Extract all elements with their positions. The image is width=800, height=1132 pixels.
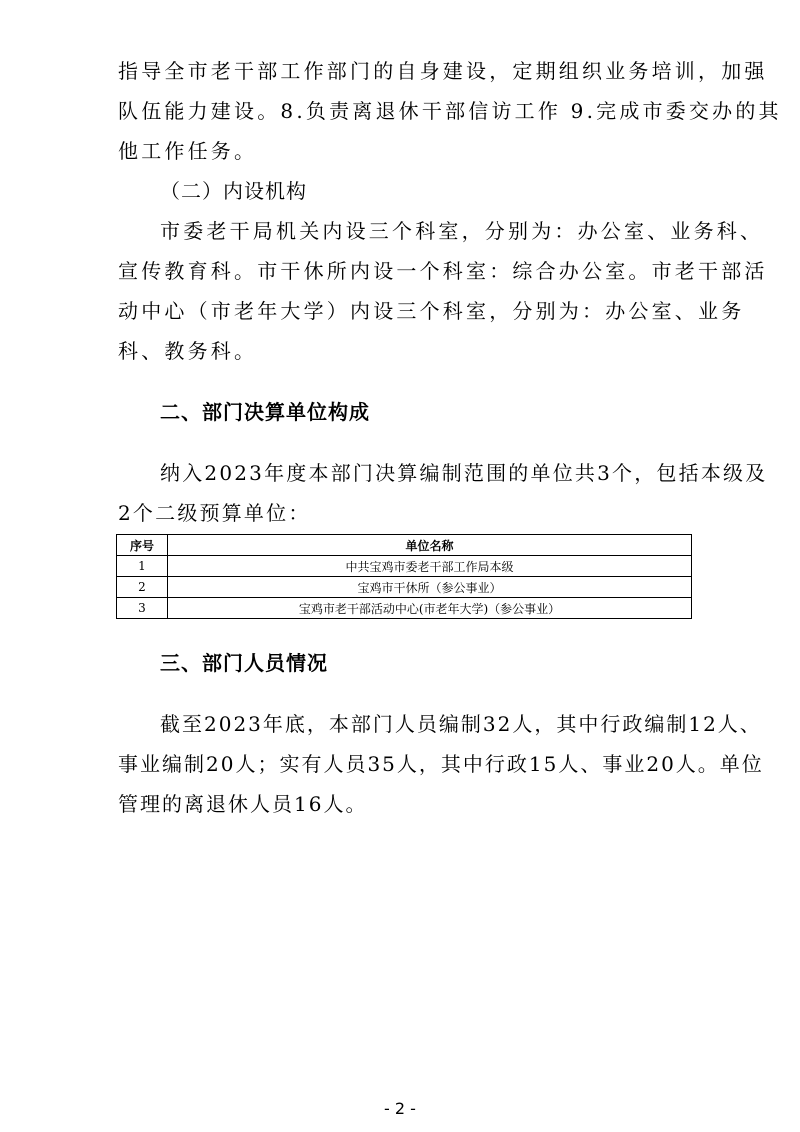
text-line: 市委老干局机关内设三个科室，分别为：办公室、业务科、 <box>160 219 764 243</box>
text-line: 纳入2023年度本部门决算编制范围的单位共3个，包括本级及 <box>160 461 768 485</box>
table-row <box>117 556 692 577</box>
text-line: 队伍能力建设。8.负责离退休干部信访工作 9.完成市委交办的其 <box>118 99 782 123</box>
text-line: 宣传教育科。市干休所内设一个科室：综合办公室。市老干部活 <box>118 259 768 283</box>
table-row <box>117 577 692 598</box>
cell-seq: 2 <box>117 577 168 598</box>
units-table <box>116 534 692 619</box>
cell-unit-name: 宝鸡市老干部活动中心(市老年大学)（参公事业） <box>168 598 692 619</box>
section-heading-units: 二、部门决算单位构成 <box>160 400 370 424</box>
page-number: - 2 - <box>384 1099 416 1118</box>
cell-seq: 1 <box>117 556 168 577</box>
text-line: 事业编制20人；实有人员35人，其中行政15人、事业20人。单位 <box>118 752 764 776</box>
table-header-row <box>117 535 692 556</box>
internal-org-heading: （二）内设机构 <box>160 179 307 203</box>
text-line: 科、教务科。 <box>118 339 258 363</box>
cell-unit-name: 中共宝鸡市委老干部工作局本级 <box>168 556 692 577</box>
cell-unit-name: 宝鸡市干休所（参公事业） <box>168 577 692 598</box>
header-seq: 序号 <box>117 535 168 556</box>
cell-seq: 3 <box>117 598 168 619</box>
section-heading-staff: 三、部门人员情况 <box>160 651 328 675</box>
table-row <box>117 598 692 619</box>
text-line: 2个二级预算单位： <box>118 501 311 525</box>
text-line: 指导全市老干部工作部门的自身建设，定期组织业务培训，加强 <box>118 59 768 83</box>
header-unit-name: 单位名称 <box>168 535 692 556</box>
text-line: 他工作任务。 <box>118 139 258 163</box>
text-line: 动中心（市老年大学）内设三个科室，分别为：办公室、业务 <box>118 299 745 323</box>
text-line: 截至2023年底，本部门人员编制32人，其中行政编制12人、 <box>160 712 762 736</box>
text-line: 管理的离退休人员16人。 <box>118 792 368 816</box>
